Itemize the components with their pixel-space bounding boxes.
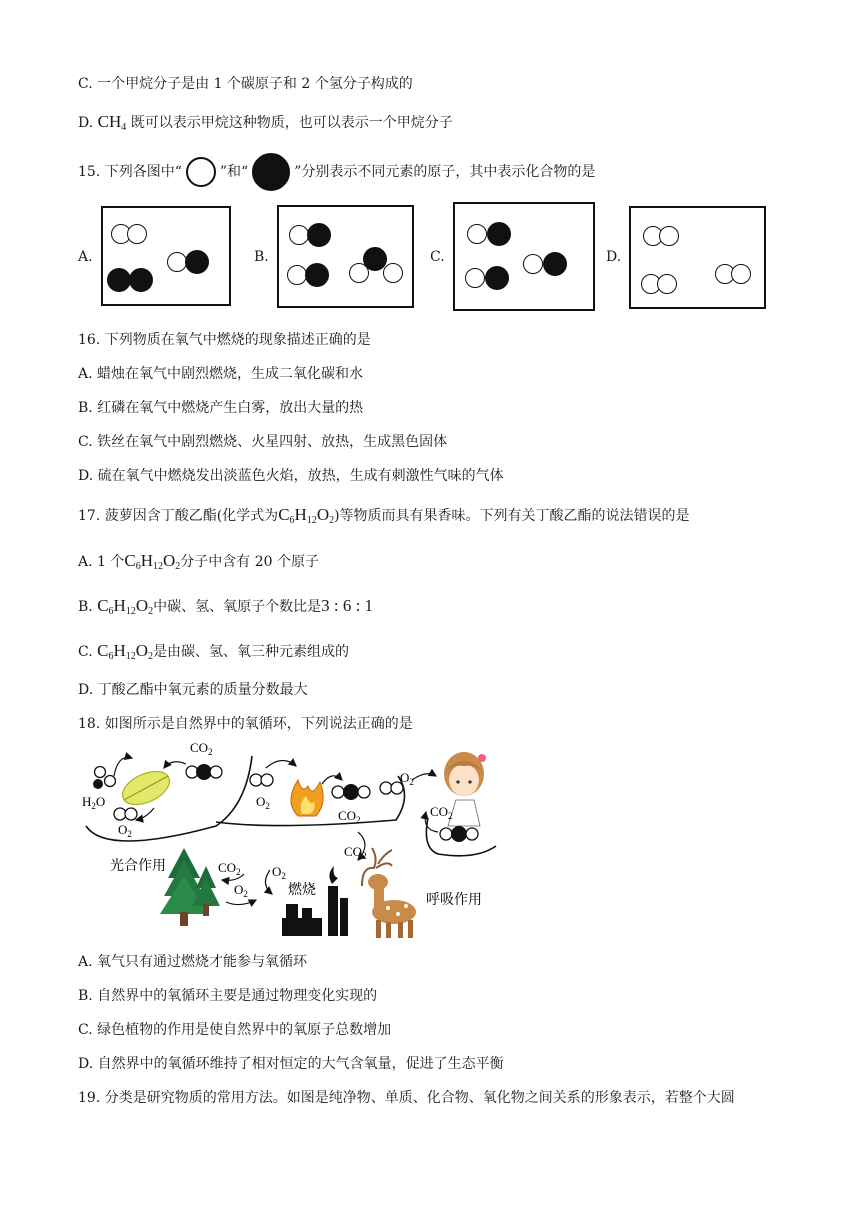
q17-option-b-text: 中碳、氢、氧原子个数比是	[153, 599, 322, 615]
black-atom-icon	[185, 250, 209, 274]
q17-stem-a: 17. 菠萝因含丁酸乙酯(化学式为	[78, 508, 279, 524]
combustion-label: 燃烧	[288, 883, 316, 898]
q16-option-a: A. 蜡烛在氧气中剧烈燃烧，生成二氧化碳和水	[78, 366, 364, 382]
white-atom-icon	[186, 157, 216, 187]
q14-option-d-text: 既可以表示甲烷这种物质，也可以表示一个甲烷分子	[126, 115, 453, 131]
q15-stem-suffix: ”分别表示不同元素的原子，其中表示化合物的是	[294, 164, 596, 180]
q18-stem: 18. 如图所示是自然界中的氧循环，下列说法正确的是	[78, 716, 413, 732]
black-atom-icon	[485, 266, 509, 290]
ethyl-butyrate-formula: $C_6H_{12}O_2$	[124, 551, 181, 572]
co2-molecule-icon	[332, 784, 370, 800]
white-atom-icon	[467, 224, 487, 244]
q17-option-c	[78, 641, 349, 667]
flame-icon	[291, 780, 323, 816]
q17-option-a	[78, 551, 319, 577]
o2-label: $O_2$	[400, 770, 414, 787]
q15-box-b	[277, 205, 414, 308]
q15-label-a: A.	[78, 249, 93, 265]
q17-option-d: D. 丁酸乙酯中氧元素的质量分数最大	[78, 682, 308, 698]
q17-option-c-prefix: C.	[78, 644, 98, 660]
q17-option-a-prefix: A. 1 个	[78, 554, 125, 570]
q18-option-d: D. 自然界中的氧循环维持了相对恒定的大气含氧量，促进了生态平衡	[78, 1056, 504, 1072]
q14-option-d-prefix: D.	[78, 115, 98, 131]
q17-stem	[78, 505, 690, 531]
panel-curve-left	[86, 756, 252, 841]
black-atom-icon	[252, 153, 290, 191]
white-atom-icon	[383, 263, 403, 283]
q16-stem: 16. 下列物质在氧气中燃烧的现象描述正确的是	[78, 332, 371, 348]
q15-label-d: D.	[606, 249, 622, 265]
white-atom-icon	[523, 254, 543, 274]
q15-box-d	[629, 206, 766, 309]
q15-label-b: B.	[254, 249, 269, 265]
q14-option-d	[78, 112, 453, 138]
co2-label: $CO_2$	[338, 808, 361, 825]
ethyl-butyrate-formula: $C_6H_{12}O_2$	[97, 641, 154, 662]
leaf-icon	[117, 765, 174, 812]
ethyl-butyrate-formula: $C_6H_{12}O_2$	[97, 596, 154, 617]
factory-icon	[282, 866, 348, 936]
co2-label: $CO_2$	[430, 804, 453, 821]
q15-box-a	[101, 206, 231, 306]
black-atom-icon	[307, 223, 331, 247]
q15-stem-mid: ”和“	[219, 164, 249, 180]
q15-box-c	[453, 202, 595, 311]
q17-option-c-text: 是由碳、氢、氧三种元素组成的	[153, 644, 350, 660]
black-atom-icon	[487, 222, 511, 246]
q18-option-c: C. 绿色植物的作用是使自然界中的氧原子总数增加	[78, 1022, 392, 1038]
q16-option-b: B. 红磷在氧气中燃烧产生白雾，放出大量的热	[78, 400, 364, 416]
water-molecule-icon	[93, 767, 116, 790]
o2-label: $O_2$	[234, 882, 248, 899]
co2-molecule-icon	[186, 764, 222, 780]
black-atom-icon	[543, 252, 567, 276]
q18-option-b: B. 自然界中的氧循环主要是通过物理变化实现的	[78, 988, 378, 1004]
oxygen-cycle-figure	[76, 736, 516, 948]
co2-label: $CO_2$	[218, 860, 241, 877]
white-atom-icon	[127, 224, 147, 244]
white-atom-icon	[289, 225, 309, 245]
ch4-formula: $CH_4$	[97, 112, 127, 133]
q15-stem	[78, 152, 595, 192]
ethyl-butyrate-formula: $C_6H_{12}O_2$	[278, 505, 335, 526]
white-atom-icon	[731, 264, 751, 284]
deer-icon	[362, 848, 416, 938]
black-atom-icon	[107, 268, 131, 292]
white-atom-icon	[287, 265, 307, 285]
tree-icon	[160, 848, 220, 926]
q14-option-c: C. 一个甲烷分子是由 1 个碳原子和 2 个氢分子构成的	[78, 76, 413, 92]
co2-label: $CO_2$	[190, 740, 213, 757]
white-atom-icon	[167, 252, 187, 272]
q17-option-b-prefix: B.	[78, 599, 98, 615]
white-atom-icon	[657, 274, 677, 294]
o2-molecule-icon	[250, 774, 273, 786]
white-atom-icon	[659, 226, 679, 246]
q17-option-b	[78, 596, 373, 622]
black-atom-icon	[305, 263, 329, 287]
o2-label: $O_2$	[118, 822, 132, 839]
o2-molecule-icon	[114, 808, 137, 820]
co2-label: $CO_2$	[344, 844, 367, 861]
photosynthesis-label: 光合作用	[110, 859, 166, 874]
q17-stem-b: )等物质而具有果香味。下列有关丁酸乙酯的说法错误的是	[334, 508, 690, 524]
o2-label: $O_2$	[256, 794, 270, 811]
q15-label-c: C.	[430, 249, 445, 265]
respiration-label: 呼吸作用	[426, 893, 482, 908]
o2-label: $O_2$	[272, 864, 286, 881]
q17-option-a-text: 分子中含有 20 个原子	[180, 554, 319, 570]
q16-option-c: C. 铁丝在氧气中剧烈燃烧、火星四射、放热，生成黑色固体	[78, 434, 448, 450]
q16-option-d: D. 硫在氧气中燃烧发出淡蓝色火焰，放热，生成有刺激性气味的气体	[78, 468, 504, 484]
h2o-label: $H_2O$	[82, 794, 106, 811]
co2-molecule-icon	[440, 826, 478, 842]
black-atom-icon	[129, 268, 153, 292]
white-atom-icon	[465, 268, 485, 288]
q19-stem: 19. 分类是研究物质的常用方法。如图是纯净物、单质、化合物、氧化物之间关系的形象表示，若整个大圆	[78, 1090, 735, 1106]
q15-stem-prefix: 15. 下列各图中“	[78, 164, 182, 180]
atom-ratio: 3 : 6 : 1	[321, 596, 374, 615]
q18-option-a: A. 氧气只有通过燃烧才能参与氧循环	[78, 954, 308, 970]
